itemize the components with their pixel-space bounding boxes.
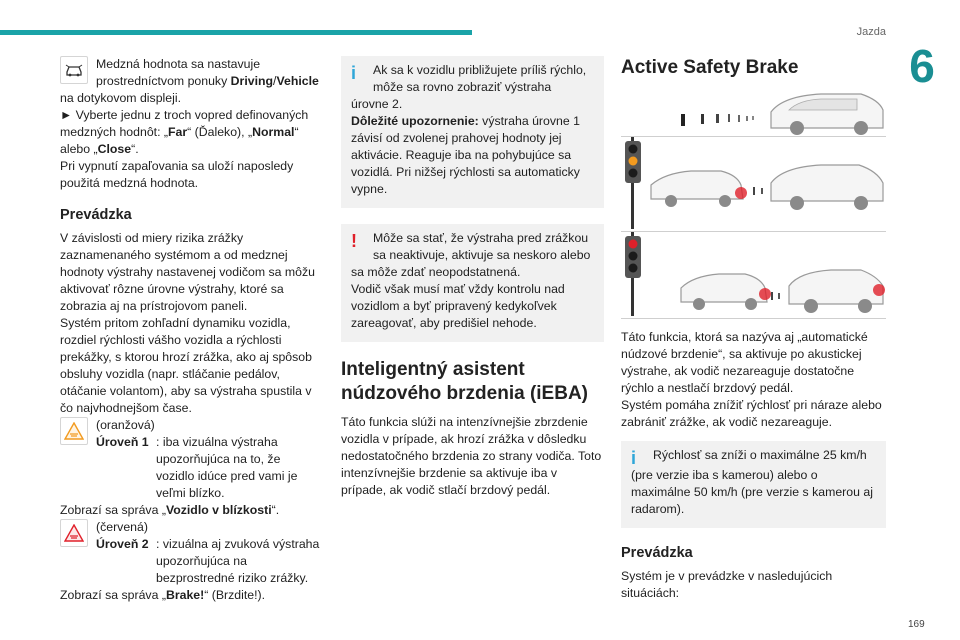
step-text-close: alebo „Close“. [60, 142, 139, 156]
warning-note [341, 224, 604, 342]
intro-line-1: Medzná hodnota sa nastavuje [96, 57, 261, 71]
warning-text: Vodič však musí mať vždy kontrolu nad vozidlom a byť pripravený kedykoľvek zareagovať, aby predišiel nehode. [351, 282, 565, 330]
section-title: Jazda [856, 26, 886, 38]
intro-line-3: na dotykovom displeji. [60, 91, 181, 105]
warning-icon: ! [351, 231, 357, 251]
info-note [341, 56, 604, 208]
speed-info-note [621, 441, 886, 528]
info-important: Dôležité upozornenie: výstraha úrovne 1 závisí od zvolenej prahovej hodnoty jej aktivácie. Reaguje iba na pohybujúce sa vozidlá. Pri nižšej rýchlosti sa automaticky vypne. [351, 114, 580, 196]
illustration-warning-lights [621, 137, 886, 232]
speed-info-line-2: (pre verzie iba s kamerou) alebo o maximálne 50 km/h (pre verzie s kamerou aj radarom). [631, 468, 873, 516]
info-line-1: Ak sa k vozidlu približujete príliš rýchlo, môže sa rovno zobraziť výstraha [373, 63, 587, 94]
car-icon [771, 94, 883, 135]
ieba-text: Táto funkcia slúži na intenzívnejšie zbrzdenie vozidla v prípade, ak hrozí zrážka v dôsledku nedostatočného brzdenia zo strany vodiča. Toto intenzívnejšie brzdenie sa aktivuje iba v prípade, ak vodič stlačí brzdový pedál. [341, 415, 602, 497]
operation-text-2: Systém pritom zohľadní dynamiku vozidla, rozdiel rýchlosti vášho vozidla a rýchlosti prekážky, s ktorou hrozí zrážka, ako aj spôsob obsluhy vozidla (napr. stláčanie pedálov, otáčanie volantom), aby sa výstraha spustila v čo najvhodnejšom čase. [60, 316, 312, 415]
heading-active-safety-brake: Active Safety Brake [621, 57, 799, 78]
level-1-text: : iba vizuálna výstraha upozorňujúca na to, že vozidlo idúce pred vami je veľmi blízko. [156, 435, 298, 500]
info-line-2: úrovne 2. [351, 97, 403, 111]
speed-info-line-1: Rýchlosť sa zníži o maximálne 25 km/h [653, 448, 867, 462]
level-1-label: Úroveň 1 [96, 435, 149, 449]
intro-line-2: prostredníctvom ponuky Driving/Vehicle [96, 74, 319, 88]
page-number: 169 [908, 619, 925, 630]
operation-situations-text: Systém je v prevádzke v nasledujúcich situáciách: [621, 569, 833, 600]
own-car-icon [753, 165, 883, 210]
level-2-label: Úroveň 2 [96, 537, 149, 551]
level-1-message: Zobrazí sa správa „Vozidlo v blízkosti“. [60, 503, 280, 517]
asb-text-1: Táto funkcia, ktorá sa nazýva aj „automatické núdzové brzdenie“, sa aktivuje po akustickej výstrahe, ak vodič nezareaguje dostatočne rýchlo a nestlačí brzdový pedál. [621, 330, 868, 395]
info-icon: i [631, 448, 637, 468]
ignition-text: Pri vypnutí zapaľovania sa uloží naposledy použitá medzná hodnota. [60, 159, 294, 190]
column-2 [341, 56, 604, 499]
level-2-message: Zobrazí sa správa „Brake!“ (Brzdite!). [60, 588, 266, 602]
info-icon: i [351, 63, 357, 83]
header-accent-bar [0, 30, 472, 35]
illustration-car-detection [621, 90, 886, 137]
column-1 [60, 56, 322, 604]
heading-operation-2: Prevádzka [621, 545, 693, 561]
column-3 [621, 56, 886, 602]
step-text: ► Vyberte jednu z troch vopred definovaných medzných hodnôt: „Far“ (Ďaleko), „Normal“ [60, 108, 309, 139]
traffic-light-icon [625, 137, 641, 229]
heading-operation: Prevádzka [60, 207, 132, 223]
braking-front-car-icon [681, 274, 771, 310]
heading-ieba: Inteligentný asistent núdzového brzdenia (iEBA) [341, 359, 588, 404]
limit-setting-row [60, 56, 322, 90]
traffic-light-red-icon [625, 232, 641, 316]
detection-bars-icon [681, 114, 754, 126]
chapter-number: 6 [909, 40, 935, 92]
braking-own-car-icon [771, 270, 885, 313]
warning-line-1: Môže sa stať, že výstraha pred zrážkou sa neaktivuje, aktivuje sa neskoro alebo [373, 231, 591, 262]
front-car-icon [651, 171, 747, 207]
illustration-emergency-braking [621, 232, 886, 319]
red-warning-icon [60, 519, 88, 547]
level-2-text: : vizuálna aj zvuková výstraha upozorňujúca na bezprostredné riziko zrážky. [156, 537, 320, 585]
car-alert-icon [60, 56, 88, 84]
level-1-color: (oranžová) [96, 418, 155, 432]
level-2-color: (červená) [96, 520, 148, 534]
asb-text-2: Systém pomáha znížiť rýchlosť pri náraze alebo zabrániť zrážke, ak vodič nezareaguje. [621, 398, 882, 429]
orange-warning-icon [60, 417, 88, 445]
warning-line-2: sa môže zdať neopodstatnená. [351, 265, 521, 279]
operation-text-1: V závislosti od miery rizika zrážky zaznamenaného systémom a od medznej hodnoty výstrahy nastavenej vodičom sa môžu aktivovať rôzne úrovne výstrahy, ktoré sa zobrazia aj na prístrojovom paneli. [60, 231, 315, 313]
